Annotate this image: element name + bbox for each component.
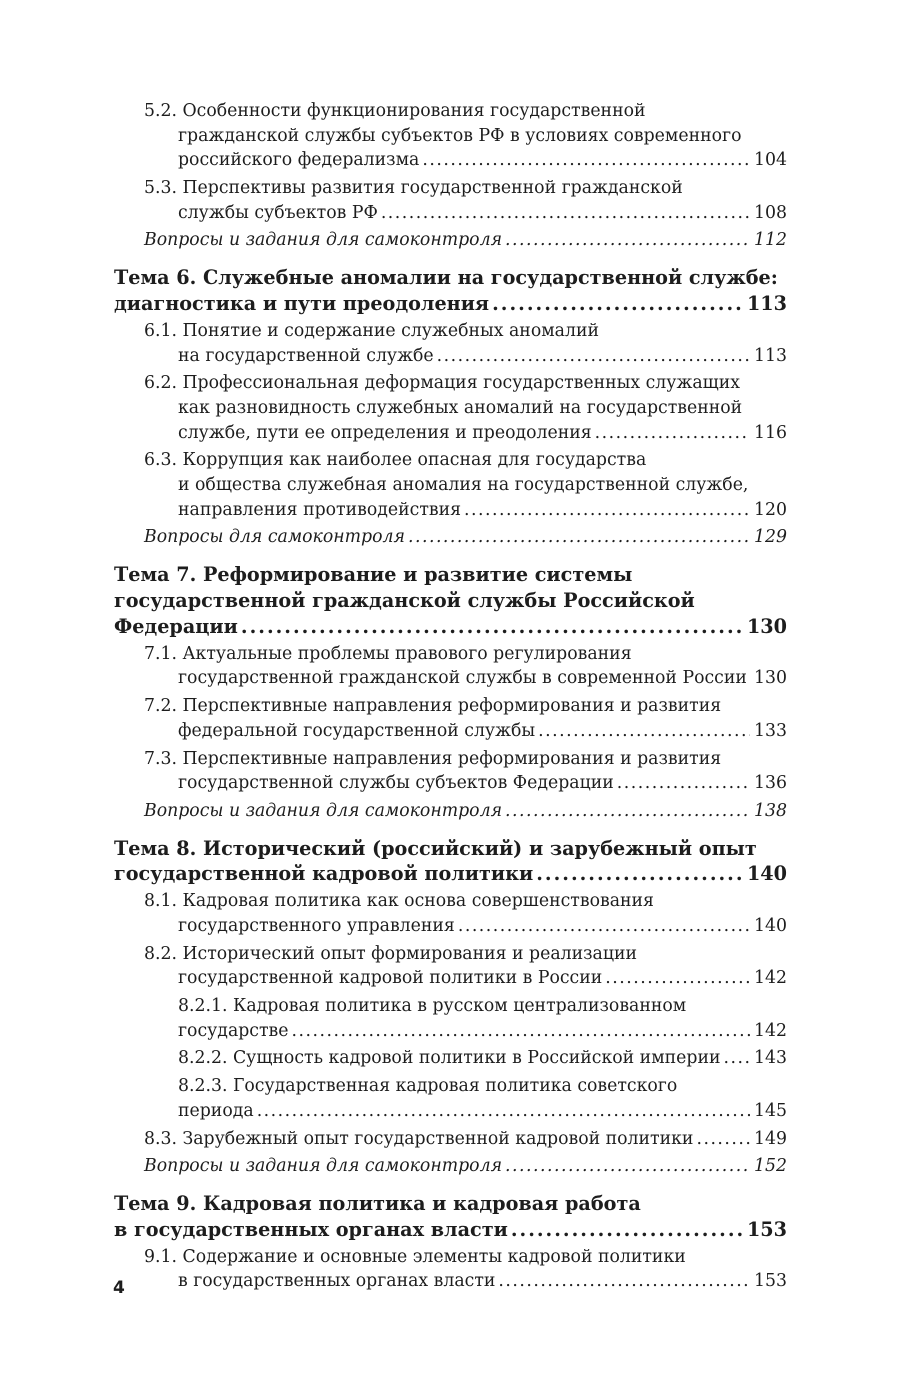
toc-line (0, 668, 787, 693)
toc-line (0, 1218, 787, 1244)
toc-text: Вопросы и задания для самоконтроля (144, 800, 503, 821)
toc-page-number: 142 (754, 1020, 787, 1041)
toc-page-number: 113 (746, 292, 787, 316)
toc-line (0, 916, 787, 941)
toc-subsection (0, 749, 900, 798)
toc-line (0, 944, 787, 969)
toc-page-number: 140 (746, 862, 787, 886)
toc-topic-heading (0, 266, 900, 318)
toc-subsection (0, 450, 900, 524)
toc-text: периода (178, 1100, 254, 1121)
toc-page-number: 153 (746, 1217, 787, 1241)
toc-subsection (0, 178, 900, 227)
toc-page-number: 153 (754, 1271, 787, 1292)
dot-leader (408, 527, 750, 547)
dot-leader (257, 1101, 750, 1121)
toc-line (0, 292, 787, 318)
dot-leader (422, 150, 750, 170)
toc-text: 5.3. Перспективы развития государственной гражданской (144, 178, 683, 199)
toc-text: государственного управления (178, 916, 455, 937)
dot-leader (498, 1271, 750, 1291)
table-of-contents (0, 101, 900, 1296)
dot-leader (538, 721, 750, 741)
toc-line (0, 1156, 787, 1181)
dot-leader (505, 1156, 750, 1176)
dot-leader (511, 1218, 744, 1241)
toc-page-number: 120 (754, 499, 787, 520)
toc-line (0, 1076, 787, 1101)
toc-page-number: 138 (754, 800, 787, 821)
dot-leader (381, 203, 750, 223)
toc-line (0, 101, 787, 126)
toc-line (0, 563, 787, 589)
toc-subsection (0, 1247, 900, 1296)
toc-subsection (0, 101, 900, 175)
toc-text: диагностика и пути преодоления (114, 292, 490, 316)
toc-text: 9.1. Содержание и основные элементы кадровой политики (144, 1246, 686, 1267)
toc-line (0, 749, 787, 774)
toc-page-number: 145 (754, 1100, 787, 1121)
toc-page-number: 142 (754, 968, 787, 989)
toc-page-number: 130 (746, 614, 787, 638)
toc-text: 6.1. Понятие и содержание служебных аномалий (144, 320, 599, 341)
toc-questions (0, 1156, 900, 1181)
toc-text: 8.2. Исторический опыт формирования и реализации (144, 943, 638, 964)
toc-text: службы субъектов РФ (178, 202, 378, 223)
toc-line (0, 891, 787, 916)
toc-line (0, 801, 787, 826)
toc-text: 8.2.3. Государственная кадровая политика советского (178, 1076, 678, 1097)
toc-subsection (0, 1129, 900, 1154)
toc-line (0, 721, 787, 746)
dot-leader (605, 968, 750, 988)
toc-page-number: 116 (754, 422, 787, 443)
toc-line (0, 150, 787, 175)
toc-text: 7.3. Перспективные направления реформирования и развития (144, 748, 722, 769)
toc-text: Вопросы для самоконтроля (144, 527, 405, 548)
page-number: 4 (113, 1278, 125, 1298)
toc-line (0, 773, 787, 798)
toc-line (0, 837, 787, 863)
toc-page-number: 143 (754, 1048, 787, 1069)
dot-leader (437, 346, 750, 366)
toc-subsection (0, 644, 900, 693)
toc-page-number: 149 (754, 1128, 787, 1149)
toc-text: государственной службы субъектов Федерации (178, 773, 614, 794)
toc-line (0, 266, 787, 292)
toc-text: 8.2.1. Кадровая политика в русском централизованном (178, 996, 687, 1017)
toc-line (0, 1192, 787, 1218)
toc-page-number: 152 (754, 1156, 787, 1177)
dot-leader (505, 230, 750, 250)
dot-leader (505, 801, 750, 821)
toc-page-number: 104 (754, 150, 787, 171)
toc-subsubsection (0, 1076, 900, 1125)
toc-text: Тема 7. Реформирование и развитие системы (114, 563, 633, 587)
toc-line (0, 321, 787, 346)
toc-page-number: 108 (754, 202, 787, 223)
toc-subsection (0, 944, 900, 993)
toc-line (0, 615, 787, 641)
toc-page-number: 133 (754, 720, 787, 741)
toc-subsection (0, 321, 900, 370)
toc-text: Тема 8. Исторический (российский) и зарубежный опыт (114, 836, 757, 860)
toc-line (0, 398, 787, 423)
toc-text: Тема 9. Кадровая политика и кадровая работа (114, 1191, 641, 1215)
toc-text: 6.2. Профессиональная деформация государственных служащих (144, 373, 740, 394)
dot-leader (492, 292, 744, 315)
toc-line (0, 500, 787, 525)
toc-questions (0, 527, 900, 552)
dot-leader (458, 916, 750, 936)
toc-questions (0, 801, 900, 826)
toc-topic-heading (0, 1192, 900, 1244)
toc-line (0, 1101, 787, 1126)
toc-line (0, 996, 787, 1021)
toc-line (0, 475, 787, 500)
toc-subsection (0, 891, 900, 940)
toc-text: 8.2.2. Сущность кадровой политики в Российской империи (178, 1048, 721, 1069)
dot-leader (464, 500, 750, 520)
toc-text: государственной кадровой политики в России (178, 968, 603, 989)
toc-subsubsection (0, 996, 900, 1045)
toc-text: Федерации (114, 614, 238, 638)
dot-leader (595, 423, 750, 443)
toc-text: направления противодействия (178, 499, 462, 520)
toc-text: Тема 6. Служебные аномалии на государственной службе: (114, 266, 778, 290)
dot-leader (536, 862, 744, 885)
toc-text: в государственных органах власти (178, 1271, 496, 1292)
toc-text: 6.3. Коррупция как наиболее опасная для государства (144, 450, 647, 471)
toc-topic-heading (0, 563, 900, 641)
dot-leader (724, 1048, 751, 1068)
toc-page-number: 129 (754, 527, 787, 548)
dot-leader (241, 615, 744, 638)
toc-page-number: 140 (754, 916, 787, 937)
toc-text: государстве (178, 1020, 289, 1041)
toc-subsection (0, 696, 900, 745)
toc-questions (0, 230, 900, 255)
toc-line (0, 423, 787, 448)
toc-text: службе, пути ее определения и преодоления (178, 422, 592, 443)
toc-text: федеральной государственной службы (178, 720, 536, 741)
toc-line (0, 589, 787, 615)
toc-text: 8.1. Кадровая политика как основа совершенствования (144, 891, 654, 912)
toc-line (0, 968, 787, 993)
toc-line (0, 696, 787, 721)
dot-leader (617, 773, 750, 793)
toc-line (0, 1247, 787, 1272)
toc-text: государственной гражданской службы в современной России (178, 668, 747, 689)
toc-text: 7.2. Перспективные направления реформирования и развития (144, 696, 722, 717)
toc-text: 7.1. Актуальные проблемы правового регулирования (144, 643, 632, 664)
toc-line (0, 126, 787, 151)
toc-line (0, 1048, 787, 1073)
toc-text: государственной гражданской службы Российской (114, 588, 695, 612)
toc-subsubsection (0, 1048, 900, 1073)
toc-page-number: 136 (754, 773, 787, 794)
toc-subsection (0, 373, 900, 447)
toc-page-number: 113 (754, 345, 787, 366)
toc-line (0, 178, 787, 203)
toc-text: Вопросы и задания для самоконтроля (144, 230, 503, 251)
dot-leader (292, 1021, 750, 1041)
toc-topic-heading (0, 837, 900, 889)
dot-leader (696, 1129, 750, 1149)
toc-text: и общества служебная аномалия на государственной службе, (178, 475, 749, 496)
toc-page-number: 112 (754, 230, 787, 251)
toc-line (0, 862, 787, 888)
toc-line (0, 450, 787, 475)
toc-text: Вопросы и задания для самоконтроля (144, 1156, 503, 1177)
toc-line (0, 1129, 787, 1154)
toc-line (0, 527, 787, 552)
toc-text: в государственных органах власти (114, 1217, 508, 1241)
toc-line (0, 203, 787, 228)
toc-text: российского федерализма (178, 150, 420, 171)
toc-line (0, 230, 787, 255)
toc-text: государственной кадровой политики (114, 862, 534, 886)
toc-page-number: 130 (754, 668, 787, 689)
toc-line (0, 644, 787, 669)
toc-line (0, 373, 787, 398)
toc-text: гражданской службы субъектов РФ в условиях современного (178, 125, 742, 146)
toc-text: 5.2. Особенности функционирования государственной (144, 101, 646, 121)
toc-line (0, 1021, 787, 1046)
toc-line (0, 346, 787, 371)
toc-text: на государственной службе (178, 345, 434, 366)
toc-text: 8.3. Зарубежный опыт государственной кадровой политики (144, 1128, 694, 1149)
toc-text: как разновидность служебных аномалий на государственной (178, 397, 743, 418)
